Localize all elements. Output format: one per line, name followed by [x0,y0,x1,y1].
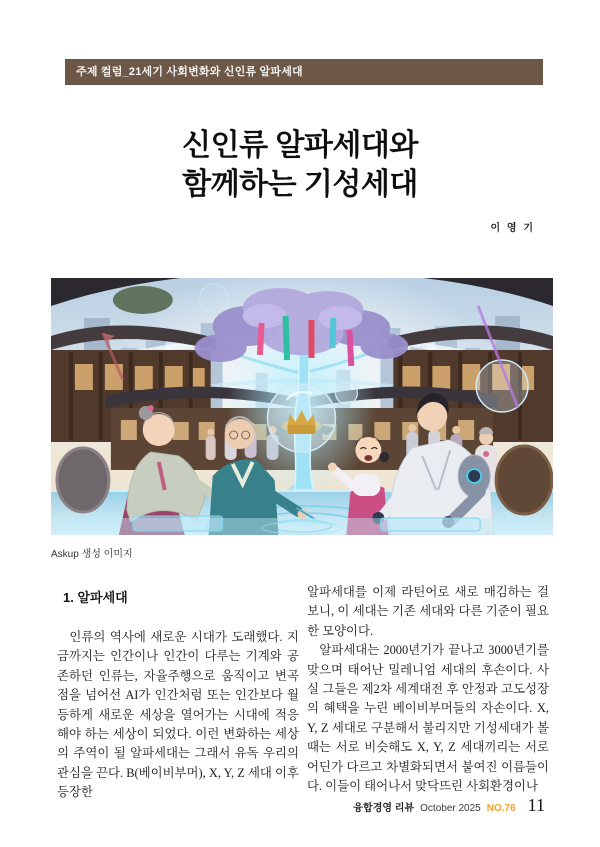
image-caption: Askup 생성 이미지 [51,549,133,560]
article-title-line: 신인류 알파세대와 [182,129,418,162]
issue-number: NO.76 [486,803,516,814]
body-paragraph: 알파세대는 2000년기가 끝나고 3000년기를 맞으며 태어난 밀레니엄 세대의 후손이다. 사실 그들은 제2차 세계대전 후 안정과 고도성장의 혜택을 누린 베이비부머들의 자손이다. X, Y, Z 세대로 구분해서 불리지만 기성세대가 볼 때는 서로 비슷해도 X, Y, Z 세대끼리는 서로 어딘가 다르고 차별화되면서 붙여진 이름들이다. 이들이 태어나서 맞닥뜨린 사회환경이나 [307,643,549,794]
author-name: 이 영 기 [490,223,535,234]
page-footer [353,795,545,816]
generated-image [51,278,553,535]
artifact-bubble [268,384,336,452]
table-foreground-glow [51,516,553,535]
chair-right [496,446,552,514]
body-column-left [57,628,299,803]
chair-left [57,448,109,512]
page-number: 11 [527,795,545,815]
body-paragraph: 알파세대를 이제 라틴어로 새로 매김하는 걸 보니, 이 세대는 기존 세대와 다른 기준이 필요한 모양이다. [307,585,549,638]
column-tagline: 주제 컬럼_21세기 사회변화와 신인류 알파세대 [76,66,303,78]
article-title-line: 함께하는 기성세대 [182,168,418,201]
body-paragraph: 인류의 역사에 새로운 시대가 도래했다. 지금까지는 인간이나 인간이 다루는 기계와 공존하던 인류는, 자율주행으로 움직이고 변곡점을 넘어선 AI가 인간처럼 또는 인간보다 월등하게 새로운 세상을 열어가는 시대에 적응해야 하는 세상이 되었다. 이런 변화하는 세상의 주역이 될 알파세대는 그래서 유독 우리의 관심을 끈다. B(베이비부머), X, Y, Z 세대 이후 등장한 [57,630,299,800]
issue-date: October 2025 [420,803,481,814]
column-tagline-bar [65,59,543,85]
article-illustration [51,278,553,535]
body-column-right [307,583,549,796]
article-title [0,126,600,204]
journal-name: 융합경영 리뷰 [353,803,415,814]
section-heading: 1. 알파세대 [63,590,128,605]
